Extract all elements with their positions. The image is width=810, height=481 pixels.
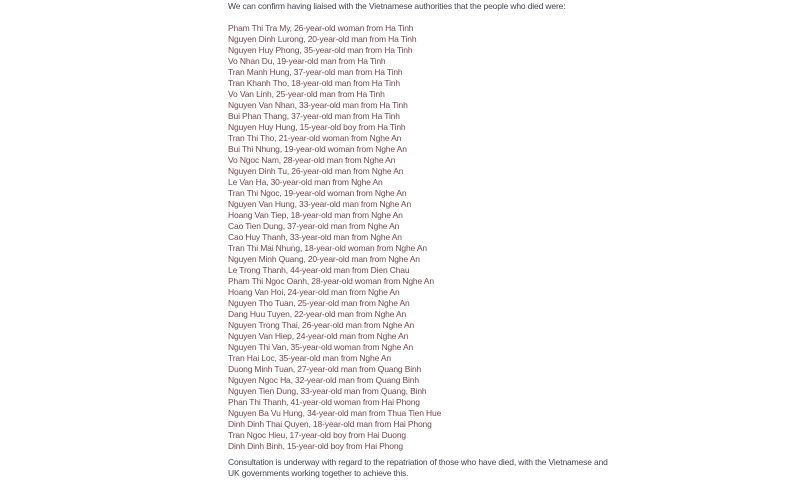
victim-list-item: Nguyen Ngoc Ha, 32-year-old man from Quang Binh bbox=[228, 375, 419, 385]
victim-list-item: Nguyen Van Hiep, 24-year-old man from Nghe An bbox=[228, 331, 409, 341]
victim-list-item: Cao Tien Dung, 37-year-old man from Nghe An bbox=[228, 221, 400, 231]
victim-list-item: Vo Nhan Du, 19-year-old man from Ha Tinh bbox=[228, 56, 386, 66]
victim-list-item: Dinh Dinh Binh, 15-year-old boy from Hai Phong bbox=[228, 441, 403, 451]
victim-list-item: Nguyen Huy Hung, 15-year-old boy from Ha Tinh bbox=[228, 122, 406, 132]
victim-list-item: Dang Huu Tuyen, 22-year-old man from Nghe An bbox=[228, 309, 407, 319]
victim-list-item: Tran Hai Loc, 35-year-old man from Nghe An bbox=[228, 353, 391, 363]
victim-list-item: Nguyen Tho Tuan, 25-year-old man from Nghe An bbox=[228, 298, 410, 308]
victim-list-item: Hoang Van Tiep, 18-year-old man from Nghe An bbox=[228, 210, 403, 220]
intro-line: We can confirm having liaised with the Vietnamese authorities that the people who died were: bbox=[228, 1, 566, 11]
closing-line-2: UK governments working together to achieve this. bbox=[228, 468, 409, 478]
closing-paragraph bbox=[228, 457, 788, 479]
victim-list-item: Nguyen Van Nhan, 33-year-old man from Ha Tinh bbox=[228, 100, 408, 110]
victim-list-item: Le Van Ha, 30-year-old man from Nghe An bbox=[228, 177, 383, 187]
victim-list-item: Nguyen Van Hung, 33-year-old man from Nghe An bbox=[228, 199, 412, 209]
victim-list-item: Tran Manh Hung, 37-year-old man from Ha Tinh bbox=[228, 67, 403, 77]
closing-line-1: Consultation is underway with regard to the repatriation of those who have died, with the Vietnamese and bbox=[228, 457, 608, 467]
article-content bbox=[228, 1, 788, 479]
victim-list-item: Vo Van Linh, 25-year-old man from Ha Tinh bbox=[228, 89, 385, 99]
victim-list-item: Nguyen Dinh Tu, 26-year-old man from Nghe An bbox=[228, 166, 404, 176]
victim-list-item: Cao Huy Thanh, 33-year-old man from Nghe An bbox=[228, 232, 402, 242]
victim-list-item: Tran Khanh Tho, 18-year-old man from Ha Tinh bbox=[228, 78, 400, 88]
victim-list-item: Tran Thi Ngoc, 19-year-old woman from Nghe An bbox=[228, 188, 407, 198]
victim-list-item: Nguyen Minh Quang, 20-year-old man from Nghe An bbox=[228, 254, 420, 264]
victim-list-item: Nguyen Dinh Lurong, 20-year-old man from Ha Tinh bbox=[228, 34, 417, 44]
victim-list-item: Bui Phan Thang, 37-year-old man from Ha Tinh bbox=[228, 111, 400, 121]
victim-list bbox=[228, 23, 788, 452]
victim-list-item: Tran Ngoc Hieu, 17-year-old boy from Hai Duong bbox=[228, 430, 406, 440]
victim-list-item: Nguyen Tien Dung, 33-year-old man from Quang, Binh bbox=[228, 386, 427, 396]
victim-list-item: Pham Thi Tra My, 26-year-old woman from Ha Tinh bbox=[228, 23, 414, 33]
victim-list-item: Duong Minh Tuan, 27-year-old man from Quang Binh bbox=[228, 364, 422, 374]
victim-list-item: Nguyen Huy Phong, 35-year-old man from Ha Tinh bbox=[228, 45, 413, 55]
victim-list-item: Le Trong Thanh, 44-year-old man from Dien Chau bbox=[228, 265, 410, 275]
victim-list-item: Tran Thi Mai Nhung, 18-year-old woman from Nghe An bbox=[228, 243, 427, 253]
victim-list-item: Hoang Van Hoi, 24-year-old man from Nghe An bbox=[228, 287, 400, 297]
victim-list-item: Bui Thi Nhung, 19-year-old woman from Nghe An bbox=[228, 144, 407, 154]
victim-list-item: Pham Thi Ngoc Oanh, 28-year-old woman from Nghe An bbox=[228, 276, 434, 286]
victim-list-item: Nguyen Thi Van, 35-year-old woman from Nghe An bbox=[228, 342, 414, 352]
intro-paragraph bbox=[228, 1, 788, 12]
victim-list-item: Tran Thi Tho, 21-year-old woman from Nghe An bbox=[228, 133, 402, 143]
victim-list-item: Nguyen Trong Thai, 26-year-old man from Nghe An bbox=[228, 320, 415, 330]
victim-list-item: Vo Ngoc Nam, 28-year-old man from Nghe An bbox=[228, 155, 396, 165]
victim-list-item: Phan Thi Thanh, 41-year-old woman from Hai Phong bbox=[228, 397, 420, 407]
victim-list-item: Nguyen Ba Vu Hung, 34-year-old man from Thua Tien Hue bbox=[228, 408, 442, 418]
victim-list-item: Dinh Dinh Thai Quyen, 18-year-old man from Hai Phong bbox=[228, 419, 432, 429]
